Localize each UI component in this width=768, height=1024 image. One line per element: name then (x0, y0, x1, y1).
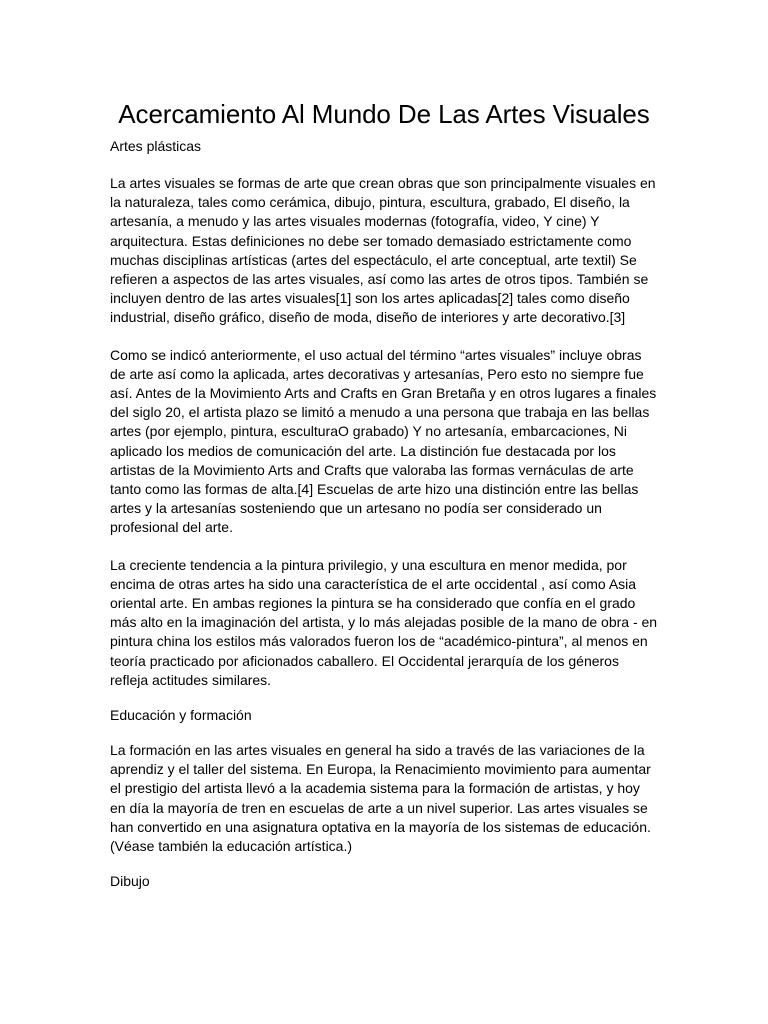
paragraph-formacion: La formación en las artes visuales en general ha sido a través de las variaciones de la aprendiz y el taller del sistema. En Europa, la Renacimiento movimiento para aumentar el prestigio del artista llevó a la academia sistema para la formación de artistas, y hoy en día la mayoría de tren en escuelas de arte a un nivel superior. Las artes visuales se han convertido en una asignatura optativa en la mayoría de los sistemas de educación. (Véase también la educación artística.) (110, 742, 651, 855)
section-heading-artes-plasticas: Artes plásticas (110, 138, 202, 154)
paragraph-pintura-privilegio: La creciente tendencia a la pintura privilegio, y una escultura en menor medida, por encima de otras artes ha sido una característica de el arte occidental , así como Asia oriental arte. En ambas regiones la pintura se ha considerado que confía en el grado más alto en la imaginación del artista, y lo más alejadas posible de la mano de obra - en pintura china los estilos más valorados fueron los de “académico-pintura”, al menos en teoría practicado por aficionados caballero. El Occidental jerarquía de los géneros refleja actitudes similares. (110, 556, 658, 688)
document-title: Acercamiento Al Mundo De Las Artes Visuales (118, 99, 650, 129)
section-heading-educacion: Educación y formación (110, 707, 252, 724)
paragraph-artes-visuales-definicion: La artes visuales se formas de arte que crean obras que son principalmente visuales en la naturaleza, tales como cerámica, dibujo, pintura, escultura, grabado, El diseño, la artesanía, a menudo y las artes visuales modernas (fotografía, video, Y cine) Y arquitectura. Estas definiciones no debe ser tomado demasiado estrictamente como muchas disciplinas artísticas (artes del espectáculo, el arte conceptual, arte textil) Se refieren a aspectos de las artes visuales, así como las artes de otros tipos. También se incluyen dentro de las artes visuales[1] son los artes aplicadas[2] tales como diseño industrial, diseño gráfico, diseño de moda, diseño de interiores y arte decorativo.[3] (110, 175, 656, 326)
paragraph-uso-termino: Como se indicó anteriormente, el uso actual del término “artes visuales” incluye obras de arte así como la aplicada, artes decorativas y artesanías, Pero esto no siempre fue así. Antes de la Movimiento Arts and Crafts en Gran Bretaña y en otros lugares a finales del siglo 20, el artista plazo se limitó a menudo a una persona que trabaja en las bellas artes (por ejemplo, pintura, esculturaO grabado) Y no artesanía, embarcaciones, Ni aplicado los medios de comunicación del arte. La distinción fue destacada por los artistas de la Movimiento Arts and Crafts que valoraba las formas vernáculas de arte tanto como las formas de alta.[4] Escuelas de arte hizo una distinción entre las bellas artes y la artesanías sosteniendo que un artesano no podía ser considerado un profesional del arte. (110, 346, 657, 536)
section-heading-dibujo: Dibujo (110, 873, 150, 890)
